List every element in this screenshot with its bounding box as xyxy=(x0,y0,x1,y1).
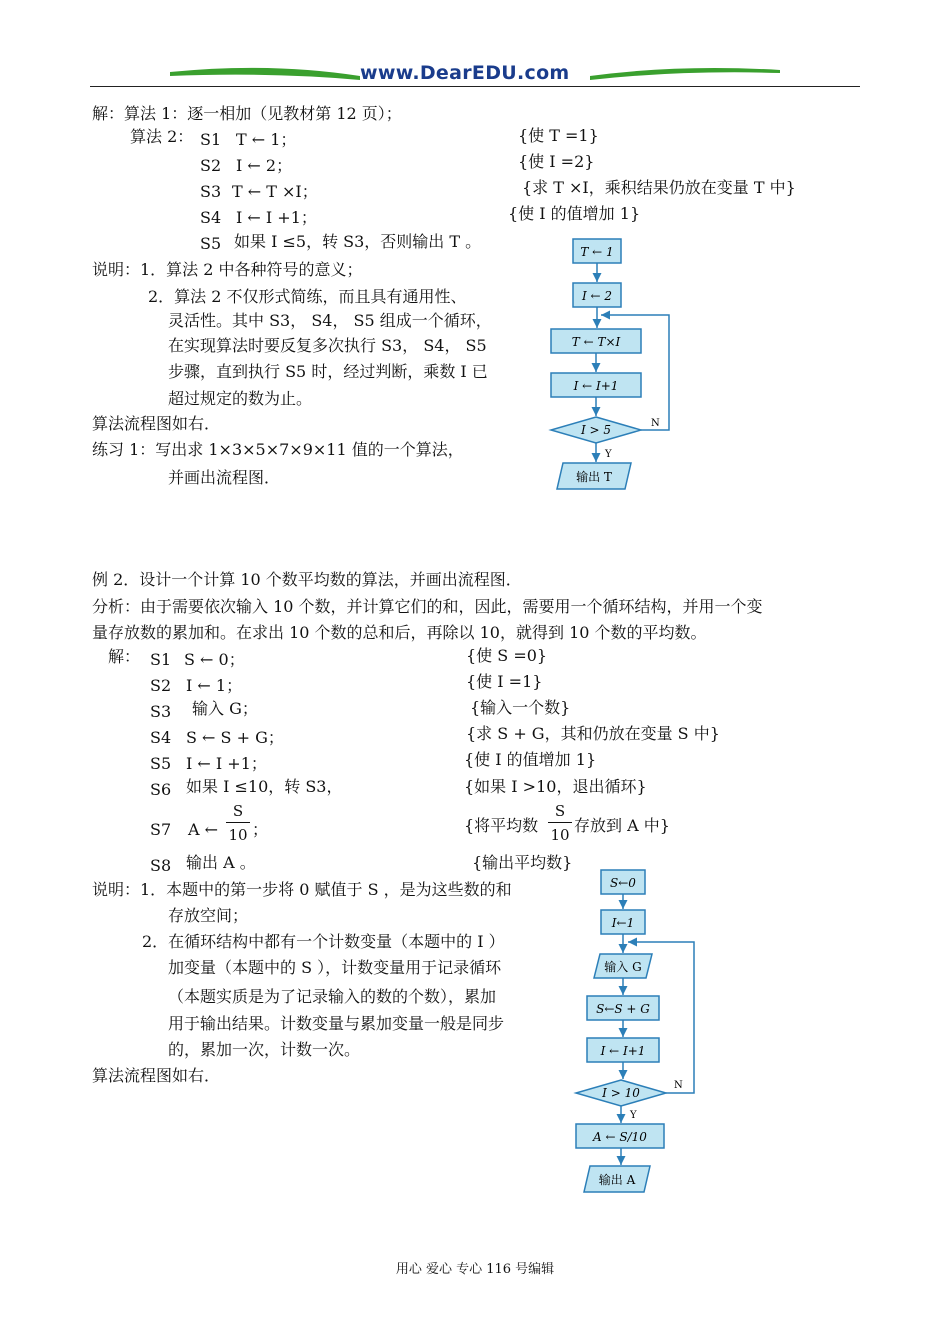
flow1-box-mult-text: T ← T×I xyxy=(571,335,621,349)
sec2-step3-note: {输入一个数} xyxy=(470,698,571,717)
sec2-step6-label: S6 xyxy=(150,780,172,799)
sec2-step7-semicolon: ； xyxy=(252,820,269,839)
flow2-output-text: 输出 A xyxy=(598,1173,636,1187)
sec1-step1-label: S1 xyxy=(200,130,222,149)
flow2-box-i1-text: I←1 xyxy=(611,916,635,930)
sec2-step8-note: {输出平均数} xyxy=(472,853,573,872)
sec2-step7-label: S7 xyxy=(150,820,172,839)
footer-note: 用心 爱心 专心 116 号编辑 xyxy=(395,1262,555,1277)
sec1-step5-text: 如果 I ≤5，转 S3，否则输出 T 。 xyxy=(234,232,482,251)
flow2-yes-label: Y xyxy=(630,1110,637,1121)
sec2-explain-7: 算法流程图如右． xyxy=(92,1066,221,1085)
sec1-step4-note: {使 I 的值增加 1} xyxy=(508,204,641,223)
sec2-explain-1: 存放空间； xyxy=(168,906,249,925)
sec2-step7-text: A ← xyxy=(188,820,219,839)
sec2-analysis-2: 量存放数的累加和。在求出 10 个数的总和后，再除以 10，就得到 10 个数的平均数。 xyxy=(92,623,707,642)
flow2-decision-text: I > 10 xyxy=(602,1086,640,1100)
flow2-no-label: N xyxy=(674,1080,683,1091)
sec2-explain-0: 说明：1．本题中的第一步将 0 赋值于 S ，是为这些数的和 xyxy=(92,880,512,899)
sec2-step8-label: S8 xyxy=(150,856,172,875)
sec1-step3-text: T ← T ×I； xyxy=(232,182,318,201)
sec2-step1-text: S ← 0； xyxy=(184,650,245,669)
sec2-explain-2: 2．在循环结构中都有一个计数变量（本题中的 I ） xyxy=(142,932,505,951)
flowchart-2 xyxy=(570,866,704,1196)
flow1-no-label: N xyxy=(651,418,660,429)
sec2-note-frac-den: 10 xyxy=(550,826,570,844)
flowchart-1 xyxy=(545,235,685,495)
sec2-step7-note: {将平均数 xyxy=(464,816,539,835)
sec2-step6-note: {如果 I >10，退出循环} xyxy=(464,777,647,796)
sec2-step1-note: {使 S =0} xyxy=(466,646,548,665)
flow1-box-i2-text: I ← 2 xyxy=(581,289,613,303)
sec2-step1-label: S1 xyxy=(150,650,172,669)
sec2-step7-note2: 存放到 A 中} xyxy=(574,816,670,835)
sec1-step5-label: S5 xyxy=(200,234,222,253)
sec1-explain-1: 2．算法 2 不仅形式简练，而且具有通用性、 xyxy=(148,287,467,306)
sec1-explain-2: 灵活性。其中 S3， S4， S5 组成一个循环， xyxy=(168,311,492,330)
sec1-line1: 解：算法 1：逐一相加（见教材第 12 页）； xyxy=(92,104,402,123)
sec2-frac-num: S xyxy=(232,802,244,820)
flow2-box-s0-text: S←0 xyxy=(610,876,636,890)
sec2-step2-text: I ← 1； xyxy=(186,676,243,695)
sec2-step4-text: S ← S + G； xyxy=(186,728,284,747)
sec1-explain-3: 在实现算法时要反复多次执行 S3， S4， S5 xyxy=(168,336,487,355)
sec1-exercise-2: 并画出流程图． xyxy=(168,468,281,487)
flow1-box-inc-text: I ← I+1 xyxy=(573,379,619,393)
sec1-explain-4: 步骤，直到执行 S5 时，经过判断，乘数 I 已 xyxy=(168,362,488,381)
sec2-frac-bar xyxy=(226,822,250,823)
sec1-step1-note: {使 T =1} xyxy=(518,126,599,145)
sec2-step5-label: S5 xyxy=(150,754,172,773)
sec2-frac-den: 10 xyxy=(228,826,248,844)
sec2-title: 例 2．设计一个计算 10 个数平均数的算法，并画出流程图． xyxy=(92,570,522,589)
sec1-step3-label: S3 xyxy=(200,182,222,201)
sec1-step2-label: S2 xyxy=(200,156,222,175)
sec2-step4-note: {求 S + G，其和仍放在变量 S 中} xyxy=(466,724,720,743)
flow2-box-inc-text: I ← I+1 xyxy=(600,1044,646,1058)
sec2-step3-text: 输入 G； xyxy=(192,699,258,718)
sec1-step3-note: {求 T ×I，乘积结果仍放在变量 T 中} xyxy=(522,178,796,197)
sec2-step3-label: S3 xyxy=(150,702,172,721)
sec2-step6-text: 如果 I ≤10，转 S3， xyxy=(186,777,343,796)
sec2-step2-label: S2 xyxy=(150,676,172,695)
flow1-output-text: 输出 T xyxy=(576,470,612,484)
sec2-explain-5: 用于输出结果。计数变量与累加变量一般是同步 xyxy=(168,1014,505,1033)
sec2-explain-4: （本题实质是为了记录输入的数的个数），累加 xyxy=(168,987,497,1006)
flow1-yes-label: Y xyxy=(605,449,612,460)
sec2-note-frac-num: S xyxy=(554,802,566,820)
sec2-note-frac-bar xyxy=(548,822,572,823)
sec1-explain-0: 说明：1．算法 2 中各种符号的意义； xyxy=(92,260,363,279)
sec1-step4-label: S4 xyxy=(200,208,222,227)
sec2-step4-label: S4 xyxy=(150,728,172,747)
flow1-box-t1-text: T ← 1 xyxy=(580,245,614,259)
sec2-explain-6: 的，累加一次，计数一次。 xyxy=(168,1040,361,1059)
sec1-alg2-label: 算法 2： xyxy=(130,127,194,146)
sec2-explain-3: 加变量（本题中的 S ），计数变量用于记录循环 xyxy=(168,958,502,977)
sec2-step8-text: 输出 A 。 xyxy=(186,853,256,872)
flow2-input-text: 输入 G xyxy=(604,960,642,974)
sec1-step2-text: I ← 2； xyxy=(236,156,293,175)
sec1-exercise: 练习 1：写出求 1×3×5×7×9×11 值的一个算法， xyxy=(92,440,464,459)
sec1-step2-note: {使 I =2} xyxy=(518,152,595,171)
sec2-jie: 解： xyxy=(108,647,141,666)
header-rule xyxy=(90,86,860,87)
sec2-step5-note: {使 I 的值增加 1} xyxy=(464,750,597,769)
sec2-step5-text: I ← I +1； xyxy=(186,754,267,773)
sec1-explain-6: 算法流程图如右． xyxy=(92,414,221,433)
sec1-step1-text: T ← 1； xyxy=(236,130,297,149)
flow1-decision-text: I > 5 xyxy=(580,423,612,437)
flow2-box-avg-text: A ← S/10 xyxy=(593,1130,647,1144)
sec1-explain-5: 超过规定的数为止。 xyxy=(168,389,313,408)
sec1-step4-text: I ← I +1； xyxy=(236,208,317,227)
sec2-analysis-1: 分析：由于需要依次输入 10 个数，并计算它们的和，因此，需要用一个循环结构，并用一个变 xyxy=(92,597,763,616)
flow2-box-sum-text: S←S + G xyxy=(596,1002,650,1016)
sec2-step2-note: {使 I =1} xyxy=(466,672,543,691)
header-site-name: www.DearEDU.com xyxy=(360,62,570,84)
